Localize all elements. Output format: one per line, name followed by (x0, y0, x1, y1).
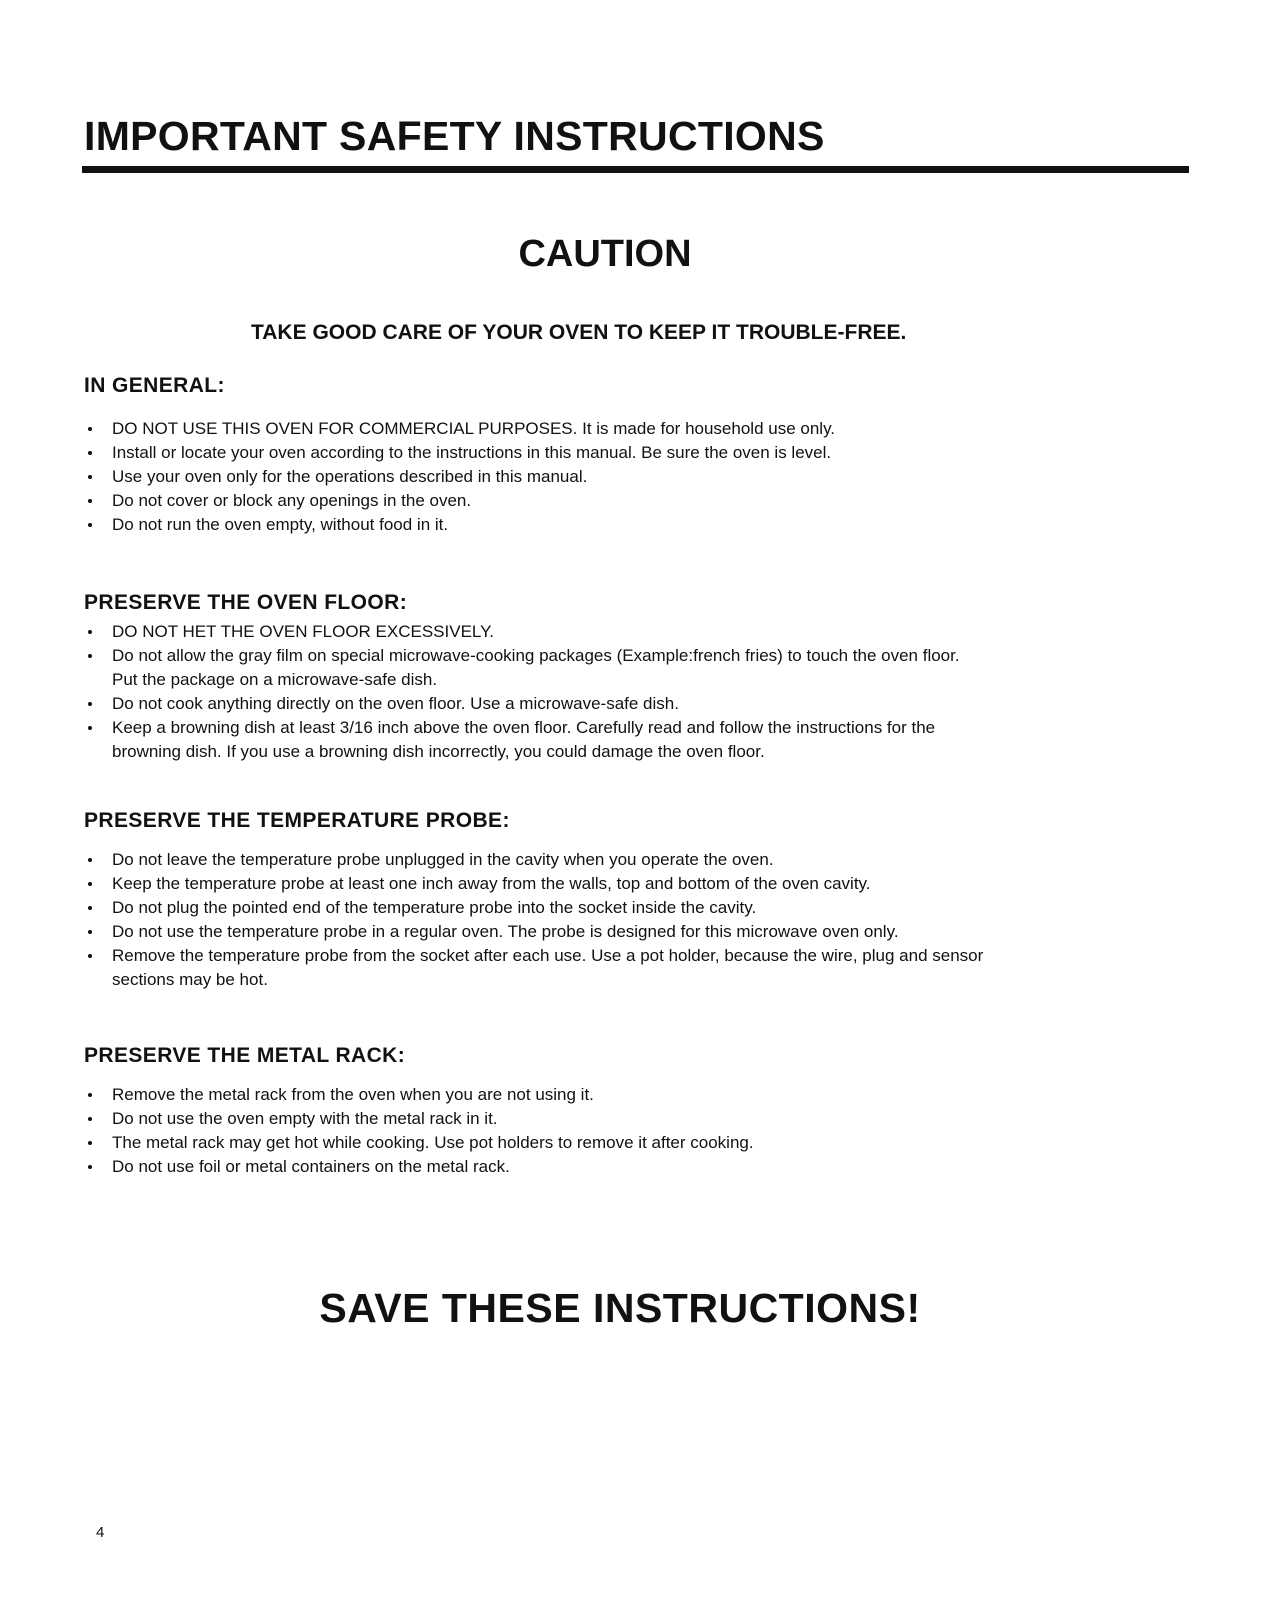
section-heading: PRESERVE THE TEMPERATURE PROBE: (84, 809, 510, 832)
bullet-dot (88, 427, 92, 431)
list-item: Do not cover or block any openings in the oven. (84, 489, 1184, 513)
list-item: Do not use foil or metal containers on the metal rack. (84, 1155, 1184, 1179)
caution-subtitle: TAKE GOOD CARE OF YOUR OVEN TO KEEP IT TROUBLE-FREE. (251, 321, 907, 344)
page-number: 4 (96, 1524, 105, 1541)
section-heading: PRESERVE THE OVEN FLOOR: (84, 591, 408, 614)
page-title: IMPORTANT SAFETY INSTRUCTIONS (84, 113, 825, 159)
bullet-dot (88, 1141, 92, 1145)
list-item: Remove the temperature probe from the socket after each use. Use a pot holder, because the wire, plug and sensor sections may be hot. (84, 944, 1044, 992)
section-temperature-probe (84, 808, 1044, 992)
list-item: Install or locate your oven according to the instructions in this manual. Be sure the oven is level. (84, 441, 1184, 465)
list-item: Use your oven only for the operations described in this manual. (84, 465, 1184, 489)
bullet-dot (88, 1117, 92, 1121)
list-item: Do not cook anything directly on the oven floor. Use a microwave-safe dish. (84, 692, 984, 716)
bullet-dot (88, 906, 92, 910)
bullet-dot (88, 499, 92, 503)
bullet-list (84, 417, 1184, 537)
list-item: Remove the metal rack from the oven when you are not using it. (84, 1083, 1184, 1107)
list-item: Keep the temperature probe at least one inch away from the walls, top and bottom of the oven cavity. (84, 872, 1044, 896)
bullet-dot (88, 930, 92, 934)
section-oven-floor (84, 590, 984, 764)
section-metal-rack (84, 1043, 1184, 1179)
list-item: Do not leave the temperature probe unplugged in the cavity when you operate the oven. (84, 848, 1044, 872)
bullet-list (84, 1083, 1184, 1179)
bullet-dot (88, 726, 92, 730)
list-item: Do not run the oven empty, without food in it. (84, 513, 1184, 537)
bullet-dot (88, 954, 92, 958)
bullet-dot (88, 702, 92, 706)
list-item: Do not plug the pointed end of the temperature probe into the socket inside the cavity. (84, 896, 1044, 920)
bullet-dot (88, 858, 92, 862)
list-item: The metal rack may get hot while cooking. Use pot holders to remove it after cooking. (84, 1131, 1184, 1155)
caution-heading: CAUTION (518, 233, 692, 275)
list-item: DO NOT USE THIS OVEN FOR COMMERCIAL PURPOSES. It is made for household use only. (84, 417, 1184, 441)
bullet-dot (88, 475, 92, 479)
list-item: Keep a browning dish at least 3/16 inch above the oven floor. Carefully read and follow the instructions for the browning dish. If you use a browning dish incorrectly, you could damage the oven floor. (84, 716, 984, 764)
bullet-dot (88, 523, 92, 527)
bullet-dot (88, 630, 92, 634)
section-heading: PRESERVE THE METAL RACK: (84, 1044, 406, 1067)
section-in-general (84, 373, 1184, 537)
bullet-dot (88, 1165, 92, 1169)
list-item: Do not use the temperature probe in a regular oven. The probe is designed for this microwave oven only. (84, 920, 1044, 944)
bullet-list (84, 848, 1044, 992)
list-item: Do not allow the gray film on special microwave-cooking packages (Example:french fries) to touch the oven floor. Put the package on a microwave-safe dish. (84, 644, 984, 692)
section-heading: IN GENERAL: (84, 374, 225, 397)
bullet-dot (88, 451, 92, 455)
bullet-dot (88, 882, 92, 886)
list-item: DO NOT HET THE OVEN FLOOR EXCESSIVELY. (84, 620, 984, 644)
bullet-list (84, 620, 984, 764)
bullet-dot (88, 1093, 92, 1097)
save-instructions-heading: SAVE THESE INSTRUCTIONS! (319, 1285, 921, 1331)
title-underline-rule (82, 166, 1189, 173)
bullet-dot (88, 654, 92, 658)
list-item: Do not use the oven empty with the metal rack in it. (84, 1107, 1184, 1131)
